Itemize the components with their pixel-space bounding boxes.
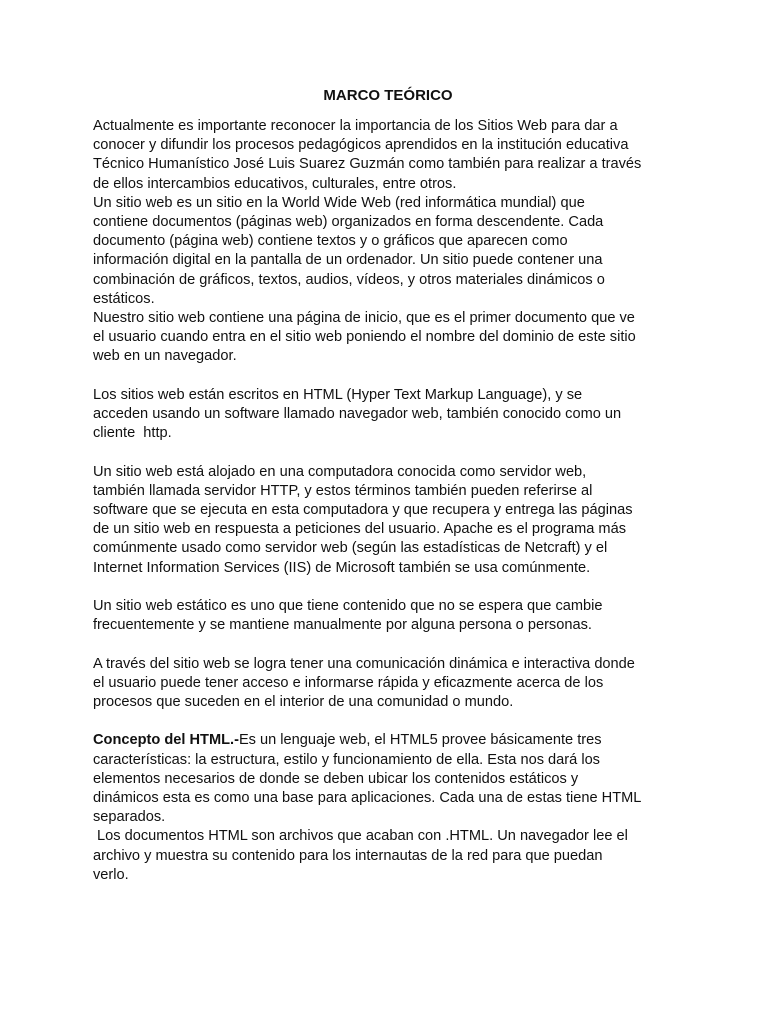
html-concept-first-line [93, 731, 683, 750]
html-concept-paragraph [93, 731, 683, 885]
text-line: información digital en la pantalla de un ordenador. Un sitio puede contener una [93, 252, 603, 269]
text-line: combinación de gráficos, textos, audios, vídeos, y otros materiales dinámicos o [93, 271, 605, 288]
text-line: comúnmente usado como servidor web (según las estadísticas de Netcraft) y el [93, 540, 608, 557]
text-line: de un sitio web en respuesta a peticiones del usuario. Apache es el programa más [93, 521, 626, 538]
text-line: Los documentos HTML son archivos que acaban con .HTML. Un navegador lee el [93, 828, 628, 845]
text-line: Internet Information Services (IIS) de Microsoft también se usa comúnmente. [93, 559, 591, 576]
text-line: Los sitios web están escritos en HTML (Hyper Text Markup Language), y se [93, 386, 583, 403]
text-line: de ellos intercambios educativos, culturales, entre otros. [93, 175, 457, 192]
text-line: procesos que suceden en el interior de una comunidad o mundo. [93, 694, 514, 711]
text-line: Actualmente es importante reconocer la importancia de los Sitios Web para dar a [93, 118, 618, 134]
text-line: cliente http. [93, 425, 172, 442]
page-title: MARCO TEÓRICO [323, 87, 453, 104]
text-line: elementos necesarios de donde se deben ubicar los contenidos estáticos y [93, 770, 579, 787]
html-concept-label: Concepto del HTML.- [93, 732, 239, 749]
text-line: acceden usando un software llamado navegador web, también conocido como un [93, 406, 622, 423]
text-line: el usuario cuando entra en el sitio web poniendo el nombre del dominio de este sitio [93, 329, 636, 346]
paragraph-gap [93, 712, 683, 731]
text-line: web en un navegador. [93, 348, 237, 365]
text-line: Técnico Humanístico José Luis Suarez Guzmán como también para realizar a través [93, 156, 642, 173]
text-line: verlo. [93, 866, 129, 883]
document-body [93, 117, 683, 731]
text-line: conocer y difundir los procesos pedagógicos aprendidos en la institución educativa [93, 137, 629, 154]
paragraph-gap [93, 578, 683, 597]
text-line: Un sitio web es un sitio en la World Wide Web (red informática mundial) que [93, 194, 585, 211]
paragraph-gap [93, 443, 683, 462]
html-concept-first-line-text: Es un lenguaje web, el HTML5 provee básicamente tres [238, 732, 602, 749]
text-line: el usuario puede tener acceso e informarse rápida y eficazmente acerca de los [93, 674, 604, 691]
text-line: características: la estructura, estilo y funcionamiento de ella. Esta nos dará los [93, 751, 600, 768]
text-line: archivo y muestra su contenido para los internautas de la red para que puedan [93, 847, 603, 864]
text-line: también llamada servidor HTTP, y estos términos también pueden referirse al [93, 482, 593, 499]
text-line: documento (página web) contiene textos y o gráficos que aparecen como [93, 233, 568, 250]
text-line: software que se ejecuta en esta computadora y que recupera y entrega las páginas [93, 502, 633, 519]
text-line: separados. [93, 809, 166, 826]
text-line: frecuentemente y se mantiene manualmente por alguna persona o personas. [93, 617, 592, 634]
html-concept-lines [93, 751, 683, 885]
paragraph-gap [93, 635, 683, 654]
text-line: Un sitio web estático es uno que tiene contenido que no se espera que cambie [93, 598, 603, 615]
text-line: estáticos. [93, 290, 155, 307]
text-line: contiene documentos (páginas web) organizados en forma descendente. Cada [93, 214, 604, 231]
text-line: A través del sitio web se logra tener una comunicación dinámica e interactiva donde [93, 655, 635, 672]
text-line: Nuestro sitio web contiene una página de inicio, que es el primer documento que ve [93, 310, 635, 327]
paragraph-gap [93, 367, 683, 386]
text-line: dinámicos esta es como una base para aplicaciones. Cada una de estas tiene HTML [93, 790, 642, 807]
document-page [93, 86, 683, 885]
text-line: Un sitio web está alojado en una computadora conocida como servidor web, [93, 463, 587, 480]
